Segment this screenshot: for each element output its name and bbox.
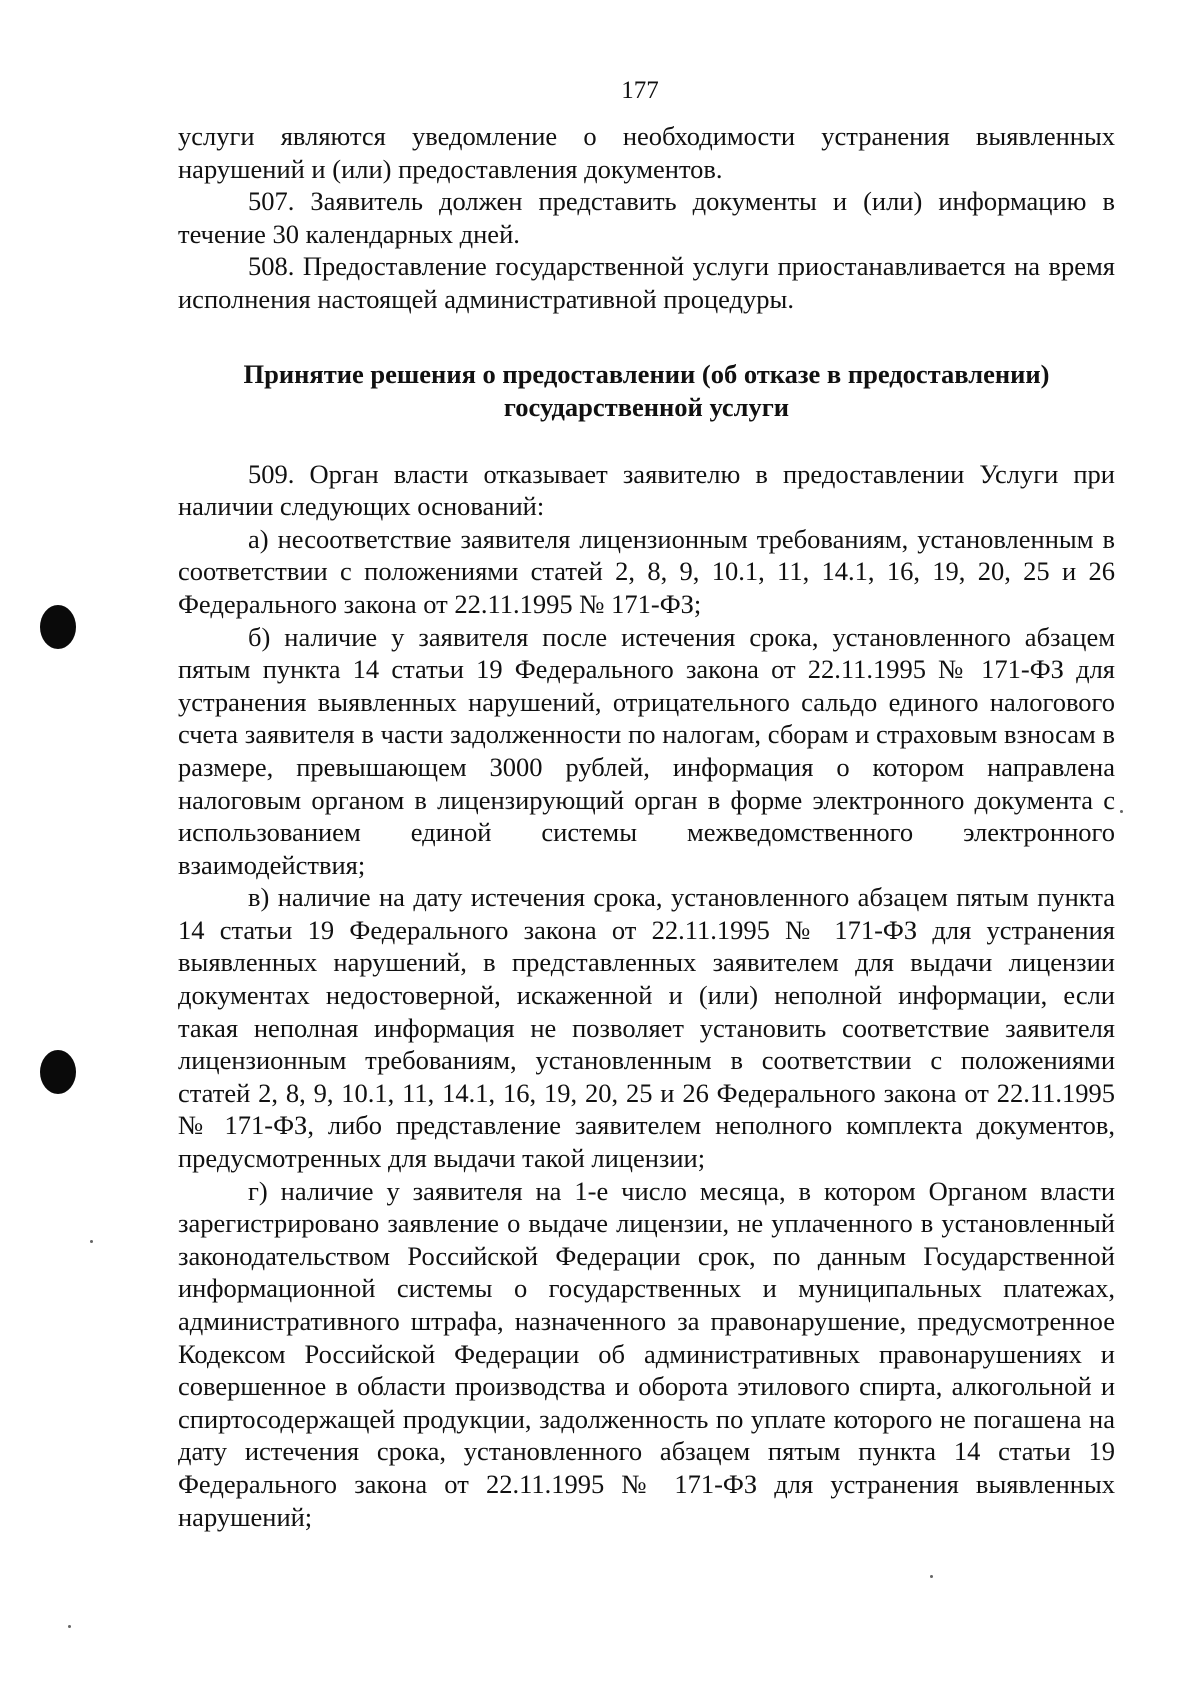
punch-hole-top bbox=[40, 605, 76, 649]
scan-speck bbox=[930, 1575, 933, 1578]
paragraph-507: 507. Заявитель должен представить документы и (или) информацию в течение 30 календарных дней. bbox=[178, 186, 1115, 249]
list-item-g: г) наличие у заявителя на 1-е число месяца, в котором Органом власти зарегистрировано заявление о выдаче лицензии, не уплаченного в установленный законодательством Российской Федерации срок, по данным Государственной информационной системы о государственных и муниципальных платежах, административного штрафа, назначенного за правонарушение, предусмотренное Кодексом Российской Федерации об административных правонарушениях и совершенное в области производства и оборота этилового спирта, алкогольной и спиртосодержащей продукции, задолженность по уплате которого не погашена на дату истечения срока, установленного абзацем пятым пункта 14 статьи 19 Федерального закона от 22.11.1995 № 171-ФЗ для устранения выявленных нарушений; bbox=[178, 1175, 1115, 1532]
scan-speck bbox=[1120, 810, 1123, 813]
paragraph-509: 509. Орган власти отказывает заявителю в предоставлении Услуги при наличии следующих оснований: bbox=[178, 458, 1115, 522]
paragraph-continuation: услуги являются уведомление о необходимости устранения выявленных нарушений и (или) предоставления документов. bbox=[178, 121, 1115, 184]
paragraph-508: 508. Предоставление государственной услуги приостанавливается на время исполнения настоящей административной процедуры. bbox=[178, 251, 1115, 314]
section-heading bbox=[178, 358, 1115, 424]
punch-hole-bottom bbox=[40, 1050, 76, 1094]
scan-speck bbox=[68, 1625, 71, 1628]
list-item-a: а) несоответствие заявителя лицензионным требованиям, установленным в соответствии с положениями статей 2, 8, 9, 10.1, 11, 14.1, 16, 19, 20, 25 и 26 Федерального закона от 22.11.1995 № 171-ФЗ; bbox=[178, 523, 1115, 619]
section-heading-line-2: государственной услуги bbox=[503, 391, 790, 422]
list-item-b: б) наличие у заявителя после истечения срока, установленного абзацем пятым пункта 14 статьи 19 Федерального закона от 22.11.1995 № 171-ФЗ для устранения выявленных нарушений, отрицательного сальдо единого налогового счета заявителя в части задолженности по налогам, сборам и страховым взносам в размере, превышающем 3000 рублей, информация о котором направлена налоговым органом в лицензирующий орган в форме электронного документа с использованием единой системы межведомственного электронного взаимодействия; bbox=[178, 621, 1115, 880]
page-number: 177 bbox=[621, 77, 659, 104]
list-item-v: в) наличие на дату истечения срока, установленного абзацем пятым пункта 14 статьи 19 Федерального закона от 22.11.1995 № 171-ФЗ для устранения выявленных нарушений, в представленных заявителем для выдачи лицензии документах недостоверной, искаженной и (или) неполной информации, если такая неполная информация не позволяет установить соответствие заявителя лицензионным требованиям, установленным в соответствии с положениями статей 2, 8, 9, 10.1, 11, 14.1, 16, 19, 20, 25 и 26 Федерального закона от 22.11.1995 № 171-ФЗ, либо представление заявителем неполного комплекта документов, предусмотренных для выдачи такой лицензии; bbox=[178, 882, 1115, 1174]
section-heading-line-1: Принятие решения о предоставлении (об отказе в предоставлении) bbox=[243, 358, 1050, 389]
scan-speck bbox=[90, 1240, 93, 1243]
document-body bbox=[178, 120, 1115, 1533]
